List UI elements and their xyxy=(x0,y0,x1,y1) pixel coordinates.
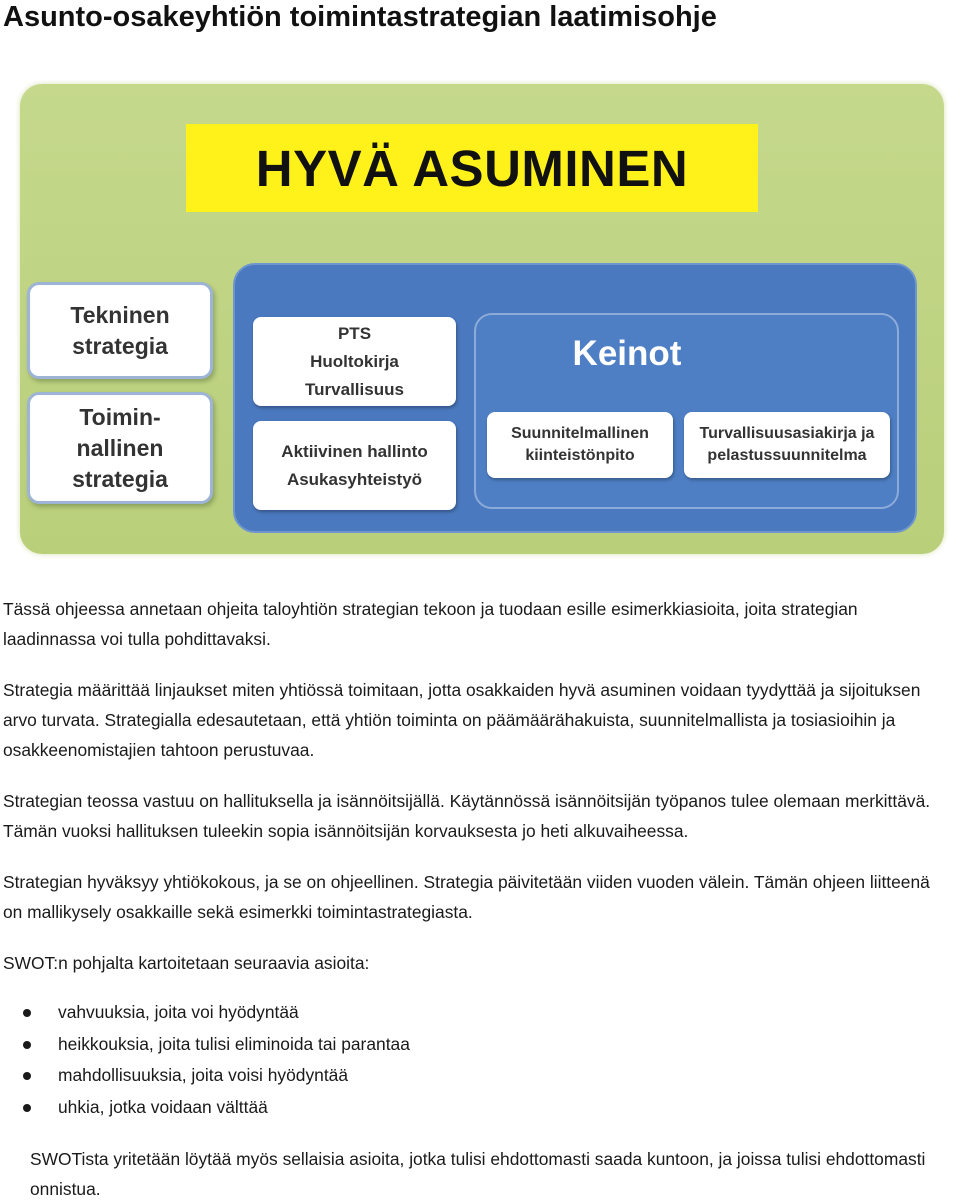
box-pts xyxy=(253,317,456,406)
box-aktiivinen xyxy=(253,421,456,510)
box-pts-line: Turvallisuus xyxy=(305,379,404,399)
list-item xyxy=(0,1060,410,1092)
paragraph-swot: SWOT:n pohjalta kartoitetaan seuraavia asioita: xyxy=(3,953,370,973)
paragraph-strategy: Strategia määrittää linjaukset miten yhtiössä toimitaan, jotta osakkaiden hyvä asuminen voidaan tyydyttää ja sijoituksen arvo turvata. Strategialla edesautetaan, että yhtiön toiminta on päämäärähakuista, suunnitelmallista ja tosiasioihin ja osakkeenomistajien tahtoon perustuvaa. xyxy=(3,680,921,760)
bullet-icon xyxy=(23,1009,31,1017)
box-turvallisuusasiakirja: Turvallisuusasiakirja ja pelastussuunnitelma xyxy=(684,412,890,478)
side-box-technical: Tekninen strategia xyxy=(27,282,213,379)
swot-list xyxy=(0,997,410,1124)
box-pts-line: PTS xyxy=(337,323,372,343)
list-item xyxy=(0,997,410,1029)
bullet-icon xyxy=(23,1104,31,1112)
paragraph-responsibility: Strategian teossa vastuu on hallituksella ja isännöitsijällä. Käytännössä isännöitsijän työpanos tulee olemaan merkittävä. Tämän vuoksi hallituksen tuleekin sopia isännöitsijän korvauksesta jo heti alkuvaiheessa. xyxy=(3,791,931,841)
paragraph-conclusion: SWOTista yritetään löytää myös sellaisia asioita, jotka tulisi ehdottomasti saada kuntoon, ja joissa tulisi ehdottomasti onnistua. xyxy=(30,1149,926,1199)
box-aktiivinen-line: Asukasyhteistyö xyxy=(286,469,423,489)
list-item-text: vahvuuksia, joita voi hyödyntää xyxy=(58,1002,299,1022)
list-item-text: uhkia, jotka voidaan välttää xyxy=(58,1097,268,1118)
list-item-text: mahdollisuuksia, joita voisi hyödyntää xyxy=(58,1065,349,1086)
box-pts-line: Huoltokirja xyxy=(310,351,399,371)
bullet-icon xyxy=(23,1072,31,1080)
document-title: Asunto-osakeyhtiön toimintastrategian laatimisohje xyxy=(3,1,717,33)
list-item xyxy=(0,1029,410,1061)
box-aktiivinen-line: Aktiivinen hallinto xyxy=(281,441,428,461)
keinot-label: Keinot xyxy=(572,334,682,373)
bullet-icon xyxy=(23,1041,31,1049)
paragraph-approval: Strategian hyväksyy yhtiökokous, ja se on ohjeellinen. Strategia päivitetään viiden vuoden välein. Tämän ohjeen liitteenä on mallikysely osakkaille sekä esimerkki toimintastrategiasta. xyxy=(3,872,930,922)
paragraph-intro: Tässä ohjeessa annetaan ohjeita taloyhtiön strategian tekoon ja tuodaan esille esimerkkiasioita, joita strategian laadinnassa voi tulla pohdittavaksi. xyxy=(3,599,858,649)
side-box-functional: Toimin-nallinen strategia xyxy=(27,392,213,504)
list-item-text: heikkouksia, joita tulisi eliminoida tai parantaa xyxy=(58,1033,410,1054)
list-item xyxy=(0,1092,410,1124)
diagram-banner: HYVÄ ASUMINEN xyxy=(186,124,758,212)
box-kiinteistonpito: Suunnitelmallinen kiinteistönpito xyxy=(487,412,673,478)
